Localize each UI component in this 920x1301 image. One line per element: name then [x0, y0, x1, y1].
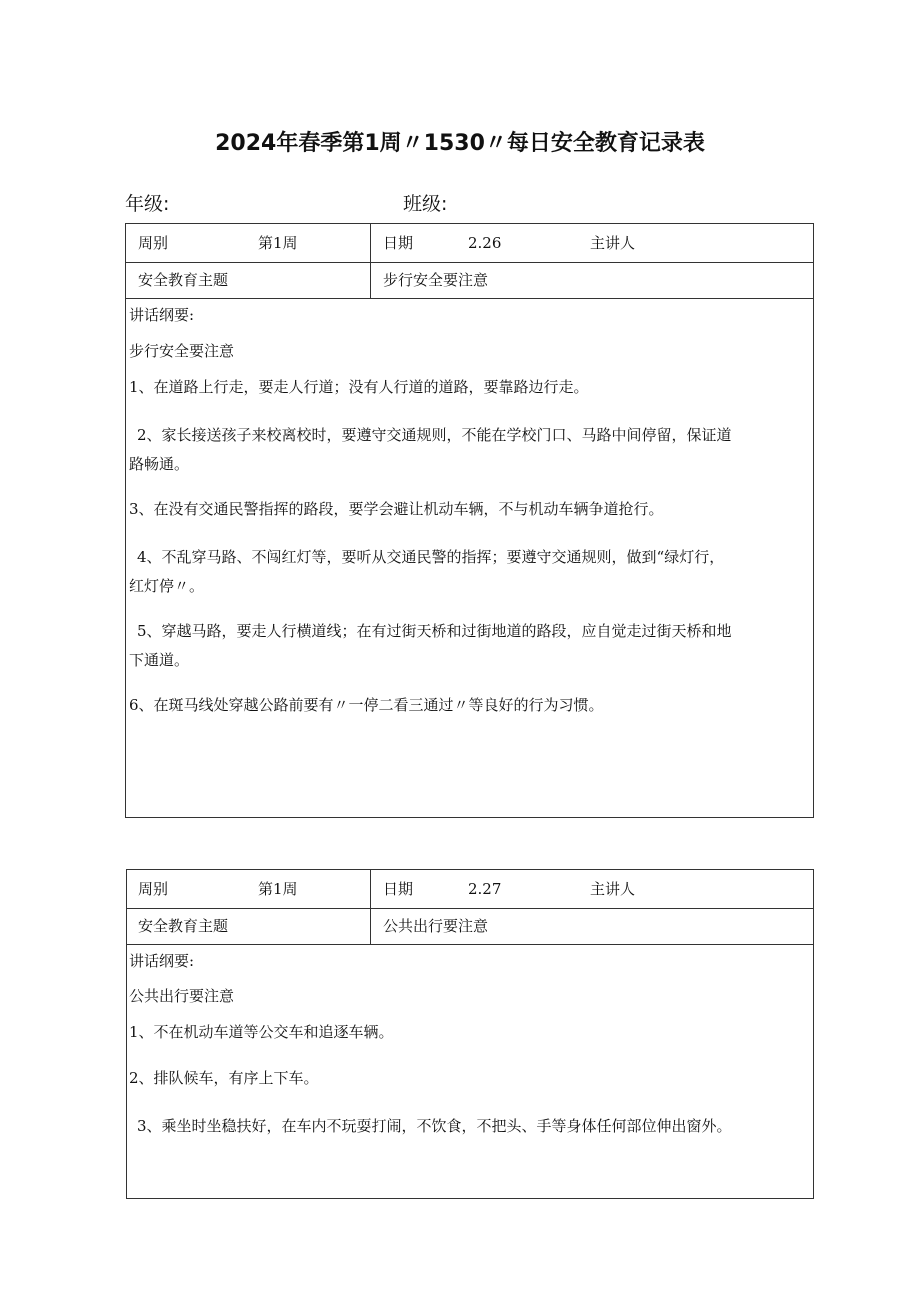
record-table-1: [125, 223, 814, 818]
speaker-label: 主讲人: [590, 880, 636, 898]
week-value: 第1周: [258, 234, 298, 252]
theme-row: [127, 909, 813, 945]
record-table-2: [126, 869, 814, 1199]
outline-heading: 公共出行要注意: [129, 987, 235, 1005]
point: 4、不乱穿马路、不闯红灯等，要听从交通民警的指挥；要遵守交通规则，做到“绿灯行，: [137, 548, 725, 566]
point: 1、不在机动车道等公交车和追逐车辆。: [129, 1023, 394, 1041]
point: 5、穿越马路，要走人行横道线；在有过街天桥和过街地道的路段，应自觉走过街天桥和地: [137, 622, 732, 640]
class-label: 班级:: [403, 193, 448, 215]
point-continued: 红灯停〃。: [129, 577, 205, 595]
theme-label: 安全教育主题: [138, 917, 229, 935]
theme-value: 公共出行要注意: [383, 917, 489, 935]
point: 3、乘坐时坐稳扶好，在车内不玩耍打闹，不饮食，不把头、手等身体任何部位伸出窗外。: [137, 1117, 732, 1135]
point: 1、在道路上行走，要走人行道；没有人行道的道路，要靠路边行走。: [129, 378, 589, 396]
point: 2、家长接送孩子来校离校时，要遵守交通规则，不能在学校门口、马路中间停留，保证道: [137, 426, 732, 444]
date-value: 2.26: [468, 234, 502, 252]
theme-label: 安全教育主题: [138, 271, 229, 289]
outline-heading: 步行安全要注意: [129, 342, 235, 360]
grade-label: 年级:: [125, 193, 170, 215]
outline-label: 讲话纲要:: [129, 306, 195, 324]
header-row: [127, 870, 813, 909]
outline-body: [127, 945, 813, 1198]
theme-row: [126, 263, 813, 299]
theme-value: 步行安全要注意: [383, 271, 489, 289]
point-continued: 路畅通。: [129, 455, 190, 473]
point-continued: 下通道。: [129, 651, 190, 669]
week-value: 第1周: [258, 880, 298, 898]
point: 3、在没有交通民警指挥的路段，要学会避让机动车辆，不与机动车辆争道抢行。: [129, 500, 664, 518]
week-label: 周别: [138, 880, 169, 898]
header-row: [126, 224, 813, 263]
week-label: 周别: [138, 234, 169, 252]
point: 2、排队候车，有序上下车。: [129, 1069, 319, 1087]
date-value: 2.27: [468, 880, 502, 898]
date-label: 日期: [383, 234, 414, 252]
point: 6、在斑马线处穿越公路前要有〃一停二看三通过〃等良好的行为习惯。: [129, 696, 604, 714]
date-label: 日期: [383, 880, 414, 898]
page-title: 2024年春季第1周〃1530〃每日安全教育记录表: [215, 131, 705, 156]
outline-body: [126, 299, 813, 817]
speaker-label: 主讲人: [590, 234, 636, 252]
outline-label: 讲话纲要:: [129, 952, 195, 970]
